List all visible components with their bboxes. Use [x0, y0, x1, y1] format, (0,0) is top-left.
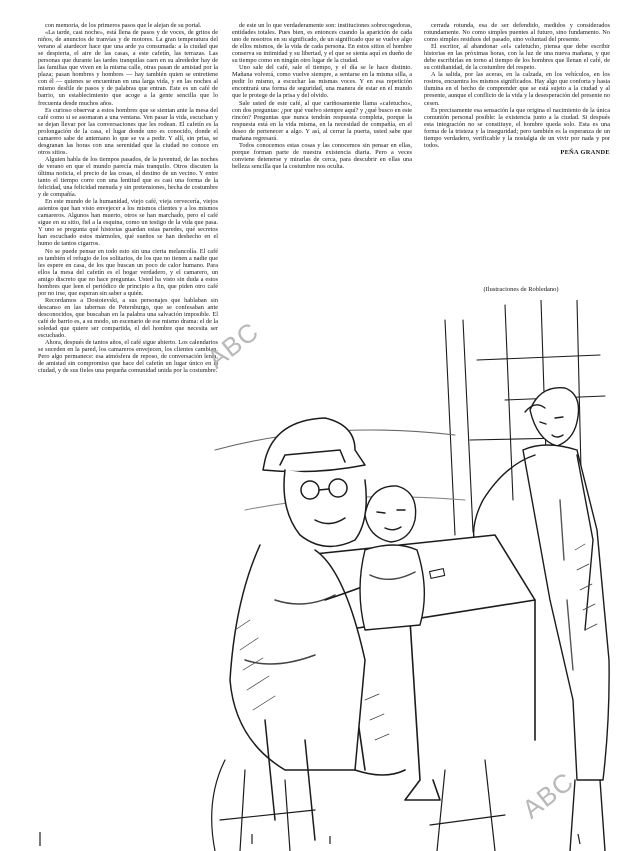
seated-man-bald — [360, 486, 424, 630]
page-edge-marks — [0, 822, 620, 851]
paragraph: «La tarde, casi noche», está llena de pasos y de voces, de gritos de niños, de anuncios de tranvías y de motores. La gran temperatura del verano al atardecer hace que una arde ya consumada: a la ciudad que se despierta, el aire de las casas, a este cafetín, las terrazas. Las personas que durante las tardes tranquilas caen en su alrededor hay de las familias que viven en la misma calle, otras pasan de amistad por la plaza; pasan hombres y hombres — hay también quien se entretiene con él — quienes se encuentran en una larga vida, y en las noches al mismo desfile de pasos y de palabras que entran. Este es un café de barrio, un establecimiento que acoge a la gente sencilla que lo frecuenta desde muchos años. — [38, 29, 218, 107]
paragraph: Todos conocemos estas cosas y las conocemos sin pensar en ellas, porque forman parte de nuestra existencia diaria. Pero a veces conviene detenerse y mirarlas de cerca, para descubrir en ellas una belleza sencilla que la costumbre nos oculta. — [232, 141, 412, 170]
seated-man-hat — [230, 418, 380, 840]
article-column-1 — [38, 22, 218, 834]
paragraph: Uno sale del café, sale el tiempo, y el día se le hace distinto. Mañana volverá, como vuelve siempre, a sentarse en la misma silla, a pedir lo mismo, a escuchar las mismas voces. Y en esa repetición encontrará una forma de seguridad, una manera de estar en el mundo que le protege de la prisa y del olvido. — [232, 64, 412, 100]
paragraph: A la salida, por las aceras, en la calzada, en los vehículos, en los rostros, encuentra los mismos significados. Hay algo que conforta y hasta ilumina en el hecho de comprender que se está sujeto a la ciudad y al presente, aunque el conflicto de la vida y la desesperación del presente no cesen. — [424, 71, 610, 107]
paragraph: con memoria, de los primeros pasos que le alejan de su portal. — [45, 22, 202, 29]
paragraph: Es precisamente esa sensación la que origina el nacimiento de la única comunión personal posible: la existencia junto a la ciudad. Si después esta integración no se constituye, el hombre queda solo. Esta es una forma de la tristeza y la inseguridad; pero también es la esperanza de un tiempo verdadero, verificable y la nostalgia de un vivir por nada y por todos. — [424, 106, 610, 149]
illustration-caption: (Ilustraciones de Robledano) — [483, 286, 559, 293]
author-signature: PEÑA GRANDE — [560, 148, 610, 156]
watermark: ABC — [201, 315, 265, 375]
paragraph: Sale usted de este café, al que cariñosamente llama «cafetucho», con dos preguntas: ¿por qué vuelvo siempre aquí? y ¿qué busco en este rincón? Preguntas que nunca tendrán respuesta completa, porque la respuesta está en la vida misma, en la necesidad de compañía, en el deseo de pertenecer a algo. Y así, al cerrar la puerta, usted sabe que mañana regresará. — [232, 99, 412, 142]
paragraph: Es curioso observar a estos hombres que se sientan ante la mesa del café como si se asomaran a una ventana. Ven pasar la vida, escuchan y se dejan llevar por las conversaciones que les rodean. El cafetín es la prolongación de la casa, el lugar donde uno es conocido, donde el camarero sabe de antemano lo que se va a pedir. Y allí, sin prisa, se desgranan las horas con una serenidad que la ciudad no conoce en otros sitios. — [38, 106, 218, 156]
paragraph: cerrada rotunda, esa de ser defendido, medidos y considerados rotundamente. No como simples puentes al futuro, sino fundamento. No como simples residuos del pasado, sino voluntad del presente. — [424, 22, 610, 44]
article-column-3 — [424, 22, 610, 284]
paragraph: No se puede pensar en todo esto sin una cierta melancolía. El café es también el refugio de los solitarios, de los que no tienen a nadie que les espere en casa, de los que buscan un poco de calor humano. Para ellos la mesa del cafetín es el hogar verdadero, y el camarero, un amigo discreto que no hace preguntas. Usted ha visto sin duda a estos hombres que leen el periódico de principio a fin, que piden otro café por no irse, que esperan sin saber a quién. — [38, 247, 218, 297]
paragraph: En este mundo de la humanidad, viejo café, vieja cervecería, viejos asientos que han visto envejecer a los mismos clientes y a los mismos camareros. Algunos han muerto, otros se han marchado, pero el café sigue en su sitio, fiel a la esquina, como un testigo de la vida que pasa. Y uno se pregunta qué historias guardan estas paredes, qué secretos han escuchado estos mármoles, qué sueños se han deshecho en el humo de tantos cigarros. — [38, 198, 218, 248]
watermark: ABC — [516, 765, 580, 825]
paragraph: Recordamos a Dostoievski, a sus personajes que hablaban sin descanso en las tabernas de Petersburgo, que se confesaban ante desconocidos, que buscaban en la palabra una salvación imposible. El café de barrio es, a su modo, un escenario de ese mismo drama: el de la soledad que quiere ser compartida, el del hombre que necesita ser escuchado. — [38, 296, 218, 340]
paragraph: Alguien habla de los tiempos pasados, de la juventud, de las noches de verano en que el mundo parecía más tranquilo. Otros discuten la última noticia, el precio de las cosas, el destino de un vecino. Y entre tanto el tiempo corre con una lentitud que es casi una forma de la felicidad, una felicidad menuda y sin pretensiones, hecha de costumbre y de compañía. — [38, 155, 218, 199]
paragraph: Ahora, después de tantos años, el café sigue abierto. Los calendarios se suceden en la pared, los camareros envejecen, los clientes cambian. Pero algo permanece: esa atmósfera de reposo, de conversación lenta, de amistad sin compromiso que hace del cafetín un lugar único en la ciudad, y de sus fieles una pequeña comunidad unida por la costumbre. — [38, 339, 218, 375]
paragraph: El escritor, al abandonar «el» cafetucho, piensa que debe escribir historias en las próximas horas, con la luz de una nueva mañana, y que debe escribirlas en torno al tiempo de los hombres que llenan el café, de su cotidianidad, de la costumbre del respeto. — [424, 43, 610, 72]
paragraph: de este un lo que verdaderamente son: instituciones sobrecogedoras, entidades totales. Pues bien, es entonces cuando la aparición de cada uno de nosotros en su significado, de un significado que se vuelve algo de ellos mismos, de la vida de cada persona. En estos sitios el hombre conserva su intimidad y su libertad, y el que se sienta aquí es dueño de su tiempo como en ningún otro lugar de la ciudad. — [232, 22, 412, 65]
